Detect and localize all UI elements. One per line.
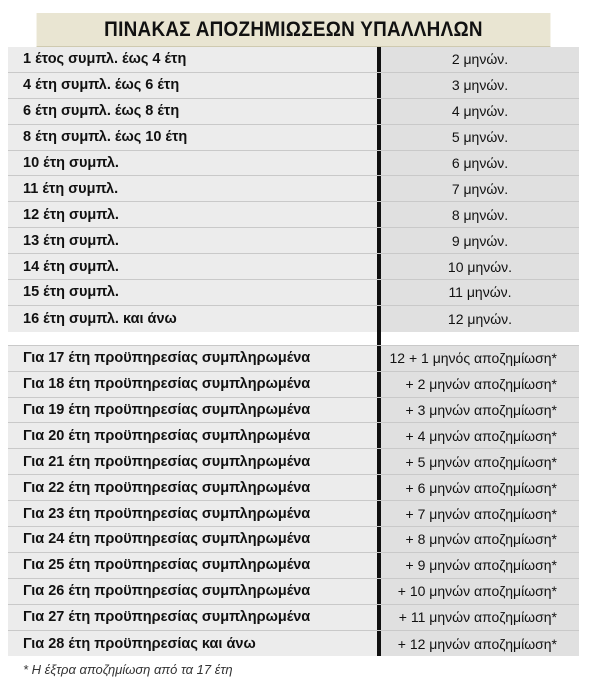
years-cell [8, 605, 377, 630]
compensation-cell [381, 280, 579, 305]
years-label: 8 έτη συμπλ. έως 10 έτη [23, 129, 188, 146]
years-cell [8, 372, 377, 397]
years-cell [8, 306, 377, 332]
table-row [8, 398, 579, 424]
compensation-label: + 10 μηνών αποζημίωση* [397, 583, 557, 600]
years-label: Για 18 έτη προϋπηρεσίας συμπληρωμένα [23, 376, 311, 393]
compensation-cell [381, 306, 579, 332]
table-title: ΠΙΝΑΚΑΣ ΑΠΟΖΗΜΙΩΣΕΩΝ ΥΠΑΛΛΗΛΩΝ [37, 13, 551, 47]
table-row [8, 306, 579, 332]
table-row [8, 527, 579, 553]
compensation-cell [381, 372, 579, 397]
table-row [8, 202, 579, 228]
compensation-label: + 2 μηνών αποζημίωση* [405, 376, 557, 393]
compensation-cell [381, 579, 579, 604]
years-cell [8, 579, 377, 604]
compensation-label: + 12 μηνών αποζημίωση* [397, 635, 557, 652]
compensation-cell [381, 475, 579, 500]
compensation-cell [381, 527, 579, 552]
table-row [8, 73, 579, 99]
compensation-label: + 11 μηνών αποζημίωση* [398, 609, 557, 626]
compensation-cell [381, 605, 579, 630]
years-label: 13 έτη συμπλ. [23, 232, 119, 249]
compensation-label: 11 μηνών. [448, 284, 512, 301]
years-label: 14 έτη συμπλ. [23, 258, 119, 275]
table-row [8, 176, 579, 202]
years-cell [8, 47, 377, 72]
compensation-label: 12 μηνών. [447, 310, 513, 327]
compensation-label: + 8 μηνών αποζημίωση* [405, 531, 557, 548]
years-cell [8, 631, 377, 657]
table-row [8, 475, 579, 501]
compensation-label: 2 μηνών. [451, 51, 509, 68]
table-row [8, 228, 579, 254]
footnote: * Η έξτρα αποζημίωση από τα 17 έτη [23, 662, 233, 678]
years-label: 6 έτη συμπλ. έως 8 έτη [23, 103, 180, 120]
years-label: Για 17 έτη προϋπηρεσίας συμπληρωμένα [23, 350, 311, 367]
compensation-label: 7 μηνών. [451, 180, 509, 197]
table-row [8, 631, 579, 657]
years-cell [8, 346, 377, 371]
years-label: Για 19 έτη προϋπηρεσίας συμπληρωμένα [23, 402, 311, 419]
section-tenure-bands [8, 47, 579, 332]
table-row [8, 47, 579, 73]
section-gap [8, 332, 579, 346]
table-row [8, 346, 579, 372]
compensation-label: 3 μηνών. [451, 77, 509, 94]
years-label: Για 20 έτη προϋπηρεσίας συμπληρωμένα [23, 427, 311, 444]
years-label: 12 έτη συμπλ. [23, 206, 119, 223]
compensation-cell [381, 553, 579, 578]
compensation-label: 8 μηνών. [451, 206, 509, 223]
table-row [8, 423, 579, 449]
years-label: 1 έτος συμπλ. έως 4 έτη [23, 51, 187, 68]
table-row [8, 579, 579, 605]
years-cell [8, 553, 377, 578]
years-cell [8, 280, 377, 305]
years-label: Για 24 έτη προϋπηρεσίας συμπληρωμένα [23, 531, 311, 548]
compensation-cell [381, 501, 579, 526]
years-label: Για 26 έτη προϋπηρεσίας συμπληρωμένα [23, 583, 311, 600]
compensation-label: + 3 μηνών αποζημίωση* [405, 402, 557, 419]
years-label: Για 23 έτη προϋπηρεσίας συμπληρωμένα [23, 505, 311, 522]
compensation-cell [381, 228, 579, 253]
years-label: Για 21 έτη προϋπηρεσίας συμπληρωμένα [23, 453, 311, 470]
compensation-label: + 7 μηνών αποζημίωση* [405, 505, 557, 522]
years-cell [8, 475, 377, 500]
compensation-cell [381, 73, 579, 98]
years-cell [8, 125, 377, 150]
years-cell [8, 176, 377, 201]
compensation-label: 4 μηνών. [451, 103, 509, 120]
years-label: 16 έτη συμπλ. και άνω [23, 310, 177, 327]
years-cell [8, 73, 377, 98]
years-cell [8, 449, 377, 474]
compensation-cell [381, 99, 579, 124]
compensation-label: + 5 μηνών αποζημίωση* [405, 453, 557, 470]
years-label: Για 22 έτη προϋπηρεσίας συμπληρωμένα [23, 479, 311, 496]
table-row [8, 254, 579, 280]
years-cell [8, 151, 377, 176]
years-label: 10 έτη συμπλ. [23, 155, 119, 171]
years-label: 4 έτη συμπλ. έως 6 έτη [23, 77, 180, 94]
section-extra-years [8, 346, 579, 657]
table-row [8, 125, 579, 151]
compensation-cell [381, 47, 579, 72]
table-row [8, 449, 579, 475]
years-cell [8, 202, 377, 227]
table-row [8, 501, 579, 527]
years-cell [8, 423, 377, 448]
years-label: Για 28 έτη προϋπηρεσίας και άνω [23, 635, 256, 652]
compensation-cell [381, 254, 579, 279]
compensation-cell [381, 176, 579, 201]
compensation-label: + 6 μηνών αποζημίωση* [405, 479, 557, 496]
compensation-label: 12 + 1 μηνός αποζημίωση* [389, 350, 557, 367]
years-cell [8, 527, 377, 552]
table-row [8, 605, 579, 631]
years-label: 15 έτη συμπλ. [23, 284, 119, 301]
compensation-cell [381, 202, 579, 227]
years-label: Για 25 έτη προϋπηρεσίας συμπληρωμένα [23, 557, 311, 574]
table-row [8, 553, 579, 579]
years-label: Για 27 έτη προϋπηρεσίας συμπληρωμένα [23, 609, 311, 626]
table-row [8, 151, 579, 177]
compensation-label: 5 μηνών. [451, 129, 509, 146]
years-cell [8, 254, 377, 279]
table-row [8, 372, 579, 398]
compensation-cell [381, 398, 579, 423]
compensation-cell [381, 423, 579, 448]
compensation-label: + 4 μηνών αποζημίωση* [405, 427, 557, 444]
table-row [8, 99, 579, 125]
compensation-cell [381, 151, 579, 176]
compensation-table [8, 0, 579, 677]
compensation-label: + 9 μηνών αποζημίωση* [405, 557, 557, 574]
compensation-cell [381, 631, 579, 657]
years-cell [8, 501, 377, 526]
compensation-cell [381, 125, 579, 150]
compensation-cell [381, 346, 579, 371]
years-cell [8, 228, 377, 253]
compensation-label: 10 μηνών. [447, 258, 513, 275]
compensation-label: 6 μηνών. [451, 155, 509, 171]
compensation-cell [381, 449, 579, 474]
years-label: 11 έτη συμπλ. [23, 180, 119, 197]
compensation-label: 9 μηνών. [451, 232, 509, 249]
table-row [8, 280, 579, 306]
years-cell [8, 398, 377, 423]
years-cell [8, 99, 377, 124]
